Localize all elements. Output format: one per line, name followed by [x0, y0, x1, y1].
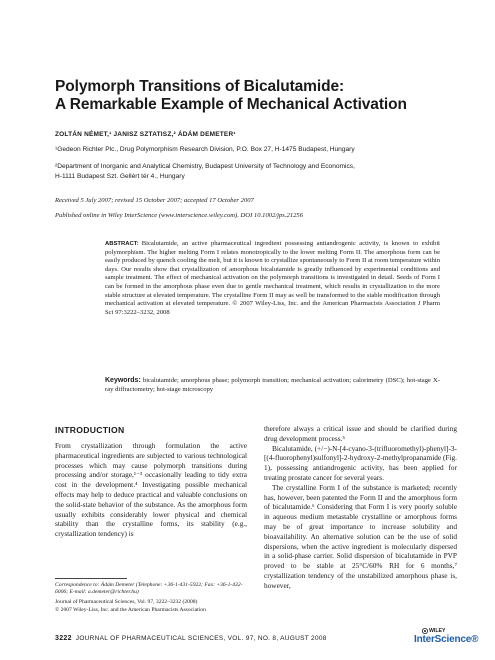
wiley-logo-text: WILEY [429, 628, 446, 634]
keywords [105, 377, 440, 394]
page-number: 3222 [55, 635, 72, 642]
body-column-left: From crystallization through formulation the active pharmaceutical ingredients are subjected to various technological processes which may cause polymorph transitions during processing and/or storage,¹⁻³ occasionally leading to tidy extra cost in the development.⁴ Investigating possible mechanical effects may help to deduce practical and valuable conclusions on the solid-state behavior of the substance. As the amorphous form usually exhibits considerably lower physical and chemical stability than the crystalline forms, its stability (e.g., crystallization tendency) is [55, 441, 247, 539]
affiliation-2-line-2: H-1111 Budapest Szt. Gellért tér 4., Hungary [55, 172, 185, 180]
paragraph: Bicalutamide, (+/−)-N-[4-cyano-3-(trifluoromethyl)-phenyl]-3-[(4-fluorophenyl)sulfonyl]-2-hydroxy-2-methylpropanamide (Fig. 1), possessing antiandrogenic activity, has been applied for treating prostate cancer for several years. [264, 443, 457, 482]
title-line-2: A Remarkable Example of Mechanical Activation [55, 96, 407, 113]
abstract-text: Bicalutamide, an active pharmaceutical ingredient possessing antiandrogenic activity, is known to exhibit polymorphism. The higher melting Form I relates monotropically to the lower melting Form II. The amorphous form can be easily produced by quench cooling the melt, but it is known to crystallize spontaneously to Form II at room temperature within days. Our results show that crystallization of amorphous bicalutamide is greatly influenced by experimental conditions and sample treatment. The effect of mechanical activation on the polymorph transitions is investigated in detail. Seeds of Form I can be formed in the amorphous phase even due to gentle mechanical treatment, which results in crystallization to the more stable structure at elevated temperature. The crystalline Form II may as well be transformed to the stable modification through mechanical activation at elevated temperature. © 2007 Wiley-Liss, Inc. and the American Pharmacists Association J Pharm Sci 97:3222–3232, 2008 [105, 240, 440, 316]
author-list: ZOLTÁN NÉMET,¹ JANISZ SZTATISZ,² ÁDÁM DEMETER¹ [55, 131, 236, 138]
article-title [55, 78, 455, 114]
body-column-right [264, 424, 457, 591]
affiliation-1: ¹Gedeon Richter Plc., Drug Polymorphism Research Division, P.O. Box 27, H-1475 Budapest, Hungary [55, 146, 355, 153]
abstract [105, 240, 440, 317]
interscience-logo: InterScience® [414, 634, 479, 645]
affiliation-2 [55, 162, 455, 181]
paragraph: The crystalline Form I of the substance is marketed; recently has, however, been patented the Form II and the amorphous form of bicalutamide.⁶ Considering that Form I is very poorly soluble in aqueous medium metastable crystalline or amorphous forms may be of great importance to increase solubility and bioavailability. An alternative solution can be the use of solid dispersions, when the active ingredient is molecularly dispersed in a solid-phase carrier. Solid dispersion of bicalutamide in PVP proved to be stable at 25°C/60% RH for 6 months,⁷ crystallization tendency of the unstabilized amorphous phase is, however, [264, 482, 457, 590]
keywords-text: bicalutamide; amorphous phase; polymorph transition; mechanical activation; calorimetry (DSC); hot-stage X-ray diffractometry; hot-stage microscopy [105, 377, 440, 393]
paragraph: therefore always a critical issue and should be clarified during drug development process.⁵ [264, 424, 457, 443]
affiliation-2-line-1: ²Department of Inorganic and Analytical Chemistry, Budapest University of Technology and Economics, [55, 163, 355, 170]
page-footer [55, 635, 327, 642]
journal-citation: Journal of Pharmaceutical Sciences, Vol. 97, 3222–3232 (2008) [55, 599, 198, 606]
running-footer: JOURNAL OF PHARMACEUTICAL SCIENCES, VOL. 97, NO. 8, AUGUST 2008 [75, 635, 327, 642]
footnote-divider [55, 578, 127, 579]
introduction-heading: INTRODUCTION [55, 425, 125, 435]
copyright-note: © 2007 Wiley-Liss, Inc. and the American Pharmacists Association [55, 606, 206, 613]
footnote [55, 582, 250, 614]
published-online: Published online in Wiley InterScience (www.interscience.wiley.com). DOI 10.1002/jps.21256 [55, 212, 304, 219]
received-dates: Received 5 July 2007; revised 15 October 2007; accepted 17 October 2007 [55, 197, 254, 204]
correspondence-note: Correspondence to: Ádám Demeter (Telephone: +36-1-431-5922; Fax: +36-1-432-6006; E-mail: a.demeter@richter.hu) [55, 582, 243, 596]
abstract-label: ABSTRACT: [105, 241, 139, 247]
title-line-1: Polymorph Transitions of Bicalutamide: [55, 78, 345, 95]
keywords-label: Keywords: [105, 377, 141, 384]
